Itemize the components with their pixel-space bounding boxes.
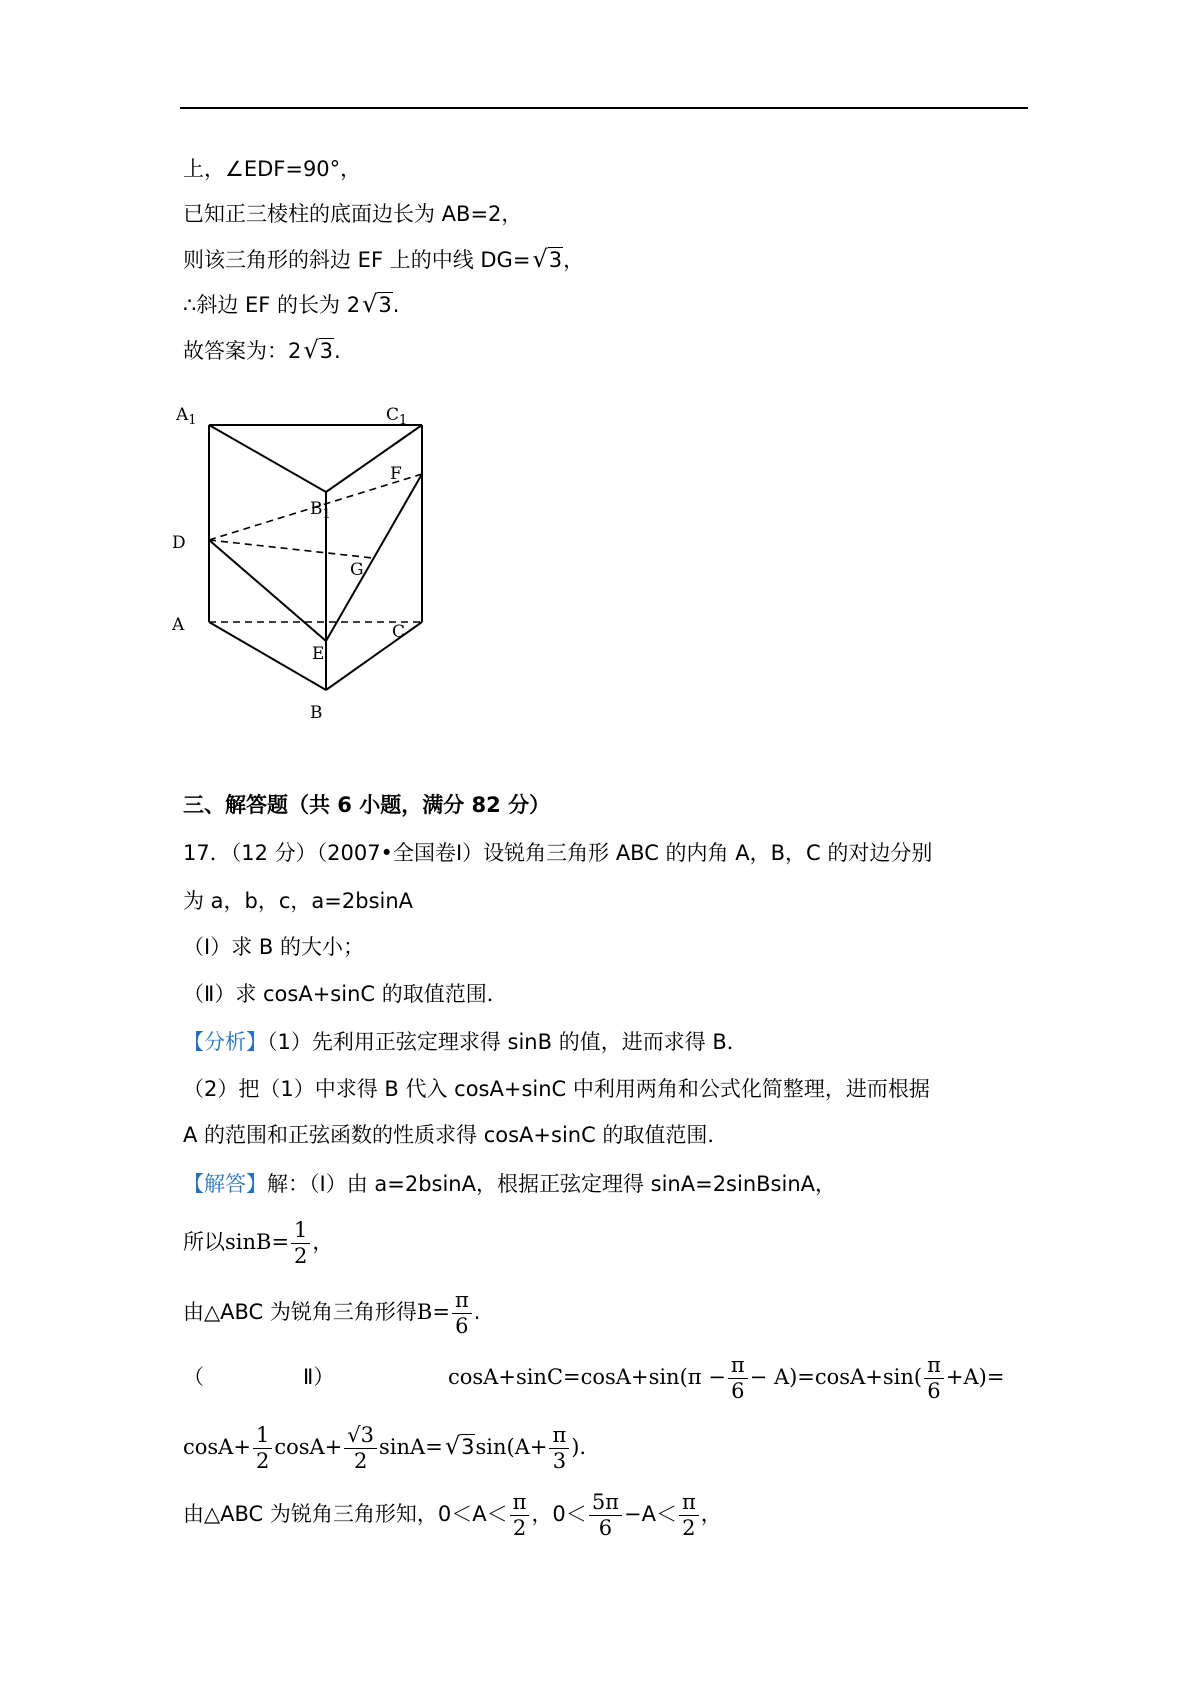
edge-c-b xyxy=(326,622,422,690)
text-line-ab: 已知正三棱柱的底面边长为 AB=2， xyxy=(183,202,523,226)
sqrt-3: √3 xyxy=(444,1432,475,1460)
sol4-paren: （ xyxy=(183,1365,204,1389)
q17-part2: （Ⅱ）求 cosA+sinC 的取值范围． xyxy=(183,982,508,1006)
sol2-post: ， xyxy=(312,1230,334,1254)
q17-line2: 为 a，b，c，a=2bsinA xyxy=(183,889,414,913)
fraction-one-half: $\frac{1}{2}$ xyxy=(253,1425,272,1472)
fraction-pi-2: $\frac{\pi}{2}$ xyxy=(679,1492,699,1539)
solution-line1 xyxy=(183,1169,836,1199)
sol5-c: sinA= xyxy=(379,1435,443,1459)
dashed-d-g xyxy=(209,540,373,558)
text-line-dg xyxy=(183,244,584,275)
edge-a1-b1 xyxy=(209,425,326,492)
answer-post: . xyxy=(334,339,341,363)
analysis-text1: （1）先利用正弦定理求得 sinB 的值，进而求得 B． xyxy=(267,1030,748,1054)
sqrt-3: √3 xyxy=(362,290,392,318)
sol2-math: sinB= xyxy=(225,1230,290,1254)
sol2-pre: 所以 xyxy=(183,1230,225,1254)
ef-text: ∴斜边 EF 的长为 2 xyxy=(183,293,361,317)
analysis-line1 xyxy=(183,1027,748,1057)
sol5-e: )． xyxy=(571,1435,601,1459)
solution-text1: 解：（Ⅰ）由 a=2bsinA，根据正弦定理得 sinA=2sinBsinA， xyxy=(267,1172,836,1196)
fraction-pi-6: $\frac{\pi}{6}$ xyxy=(452,1290,472,1337)
text-line-answer xyxy=(183,335,341,366)
fraction-pi-2: $\frac{\pi}{2}$ xyxy=(510,1492,530,1539)
label-c: C xyxy=(392,622,406,642)
label-f: F xyxy=(390,464,402,484)
sol6-mid2: −A＜ xyxy=(623,1502,677,1526)
sol5-b: cosA+ xyxy=(274,1435,343,1459)
section-title: 三、解答题（共 6 小题，满分 82 分） xyxy=(183,793,551,817)
answer-text: 故答案为：2 xyxy=(183,339,302,363)
sol3-math: B= xyxy=(416,1300,450,1324)
fraction-5pi-6: $\frac{5\pi}{6}$ xyxy=(589,1492,622,1539)
sol6-pre: 由△ABC 为锐角三角形知，0＜A＜ xyxy=(183,1502,508,1526)
solution-line4 xyxy=(183,1347,1028,1407)
label-c1: $C_1$ xyxy=(386,405,408,428)
dg-text: 则该三角形的斜边 EF 上的中线 DG= xyxy=(183,248,531,272)
label-a1: $A_1$ xyxy=(176,405,197,428)
solution-line2 xyxy=(183,1212,333,1272)
dg-post: ， xyxy=(563,248,585,272)
fraction-one-half: $\frac{1}{2}$ xyxy=(291,1220,310,1267)
sol5-d: sin(A+ xyxy=(475,1435,548,1459)
solution-line6 xyxy=(183,1482,722,1546)
analysis-line3: A 的范围和正弦函数的性质求得 cosA+sinC 的取值范围． xyxy=(183,1123,729,1147)
sol4-roman: Ⅱ） xyxy=(303,1365,335,1389)
sqrt-3: √3 xyxy=(532,245,563,273)
fraction-sqrt3-2: $\frac{√3}{2}$ xyxy=(344,1425,377,1472)
label-a: A xyxy=(172,615,185,635)
edge-a-b xyxy=(209,622,326,690)
text-line-ef xyxy=(183,289,399,320)
analysis-line2: （2）把（1）中求得 B 代入 cosA+sinC 中利用两角和公式化简整理，进而根据 xyxy=(183,1077,930,1101)
sol3-post: . xyxy=(473,1300,481,1324)
label-d: D xyxy=(172,533,186,553)
header-rule xyxy=(180,107,1028,109)
q17-part1: （Ⅰ）求 B 的大小； xyxy=(183,935,364,959)
edge-d-e xyxy=(209,540,326,641)
label-b1: $B_1$ xyxy=(310,499,331,522)
text-line-edf: 上，∠EDF=90°， xyxy=(183,157,362,181)
analysis-tag: 【分析】 xyxy=(183,1030,267,1054)
label-e: E xyxy=(312,644,325,664)
sol3-pre: 由△ABC 为锐角三角形得 xyxy=(183,1300,417,1324)
fraction-pi-3: $\frac{\pi}{3}$ xyxy=(549,1425,569,1472)
solution-line5 xyxy=(183,1414,600,1479)
sol6-post: ， xyxy=(700,1502,722,1526)
solution-tag: 【解答】 xyxy=(183,1172,267,1196)
label-g: G xyxy=(350,560,364,580)
label-b: B xyxy=(310,703,323,723)
sol4-expression: cosA+sinC=cosA+sin(π − $\frac{\pi}{6}$ − A)=cosA+sin( $\frac{\pi}{6}$ +A)= xyxy=(448,1353,1005,1403)
ef-post: . xyxy=(392,293,400,317)
sol6-mid: ，0＜ xyxy=(531,1502,587,1526)
sqrt-3: √3 xyxy=(303,336,334,364)
edge-b1-c1 xyxy=(326,425,422,492)
prism-figure xyxy=(170,388,460,728)
solution-line3 xyxy=(183,1282,480,1342)
sol5-a: cosA+ xyxy=(183,1435,251,1459)
q17-line1: 17．（12 分）（2007•全国卷Ⅰ）设锐角三角形 ABC 的内角 A，B，C 的对边分别 xyxy=(183,841,933,865)
